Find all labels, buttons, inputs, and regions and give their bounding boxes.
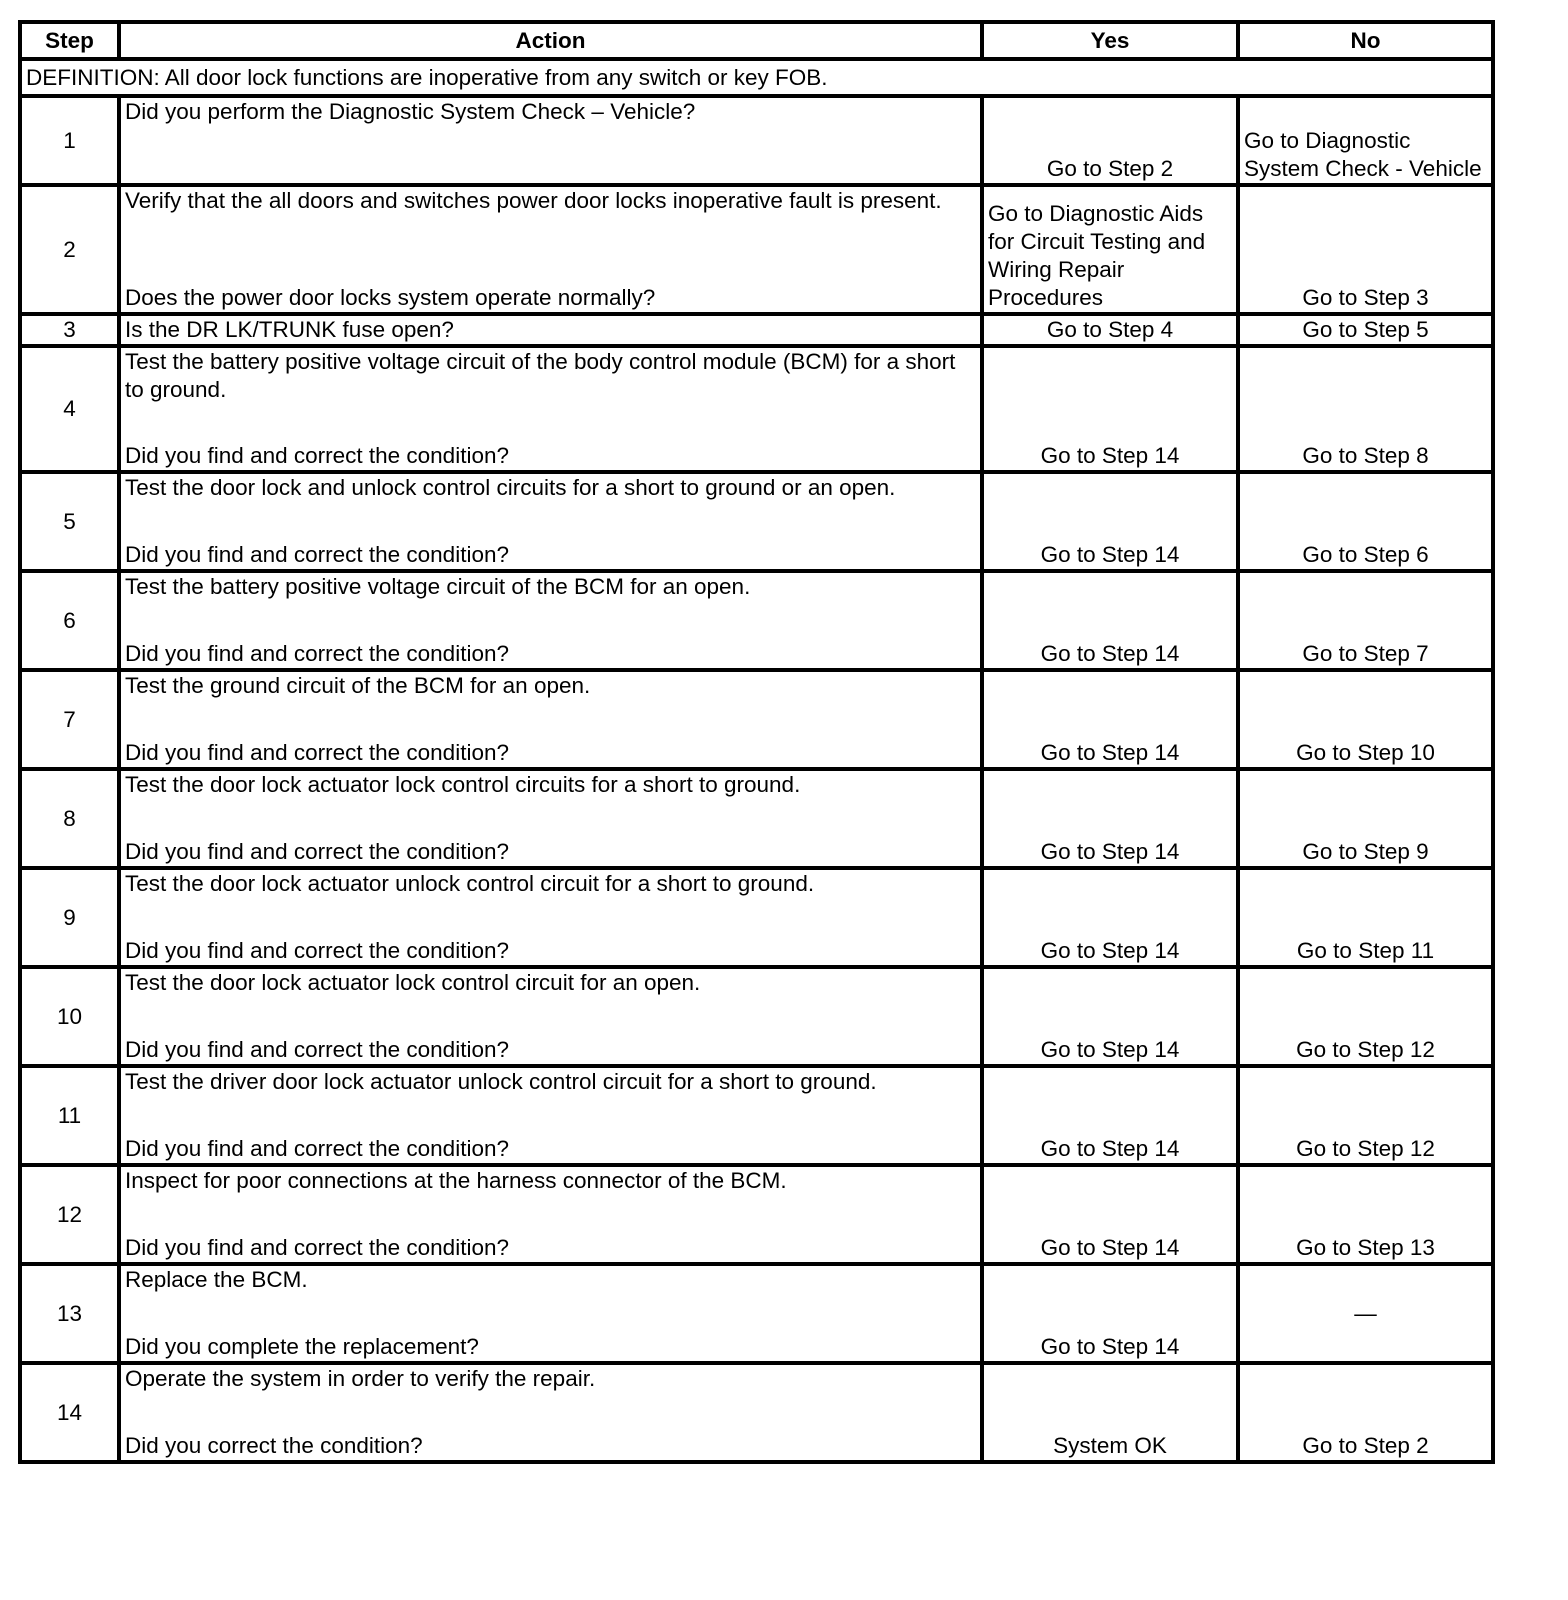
yes-result: Go to Step 14 [982,472,1238,571]
action-cell [119,1066,982,1165]
yes-result: Go to Step 14 [982,1066,1238,1165]
action-cell [119,185,982,314]
action-cell [119,96,982,185]
step-row [20,868,1493,967]
action-question: Did you find and correct the condition? [125,542,509,567]
yes-result: Go to Step 14 [982,346,1238,472]
action-cell [119,967,982,1066]
no-result: Go to Step 12 [1238,1066,1493,1165]
yes-result: Go to Step 2 [982,96,1238,185]
no-result: Go to Step 10 [1238,670,1493,769]
step-number: 2 [20,185,119,314]
step-row [20,571,1493,670]
header-row [20,22,1493,59]
action-text: Test the ground circuit of the BCM for an open. [125,673,591,698]
action-cell [119,769,982,868]
action-text: Operate the system in order to verify the repair. [125,1366,596,1391]
yes-result: Go to Step 14 [982,868,1238,967]
action-question: Did you correct the condition? [125,1433,423,1458]
header-yes: Yes [982,22,1238,59]
yes-result: Go to Step 14 [982,967,1238,1066]
action-text: Test the driver door lock actuator unlock control circuit for a short to ground. [125,1069,877,1094]
action-text: Replace the BCM. [125,1267,308,1292]
action-question: Did you find and correct the condition? [125,1235,509,1260]
no-result: Go to Step 3 [1238,185,1493,314]
no-result: Go to Step 6 [1238,472,1493,571]
step-row [20,967,1493,1066]
action-cell [119,670,982,769]
no-result: Go to Step 9 [1238,769,1493,868]
yes-result: System OK [982,1363,1238,1462]
no-result: Go to Step 13 [1238,1165,1493,1264]
step-row [20,769,1493,868]
action-text: Test the battery positive voltage circuit of the BCM for an open. [125,574,751,599]
step-number: 13 [20,1264,119,1363]
yes-result: Go to Step 14 [982,571,1238,670]
action-text: Verify that the all doors and switches power door locks inoperative fault is present. [125,188,942,213]
action-cell [119,1264,982,1363]
no-result: Go to Step 7 [1238,571,1493,670]
action-question: Did you find and correct the condition? [125,641,509,666]
step-row [20,472,1493,571]
yes-result: Go to Step 4 [982,314,1238,346]
action-cell [119,1165,982,1264]
action-text: Inspect for poor connections at the harness connector of the BCM. [125,1168,787,1193]
step-row [20,96,1493,185]
step-row [20,1165,1493,1264]
no-result: Go to Diagnostic System Check - Vehicle [1238,96,1493,185]
action-text: Test the door lock actuator unlock control circuit for a short to ground. [125,871,815,896]
action-cell [119,346,982,472]
step-row [20,314,1493,346]
diagnostic-table [18,20,1495,1464]
definition-text: DEFINITION: All door lock functions are inoperative from any switch or key FOB. [20,59,1493,96]
action-text: Test the door lock and unlock control circuits for a short to ground or an open. [125,475,896,500]
yes-result: Go to Step 14 [982,769,1238,868]
no-result: Go to Step 11 [1238,868,1493,967]
step-number: 5 [20,472,119,571]
yes-result: Go to Diagnostic Aids for Circuit Testing and Wiring Repair Procedures [982,185,1238,314]
step-row [20,670,1493,769]
no-result: Go to Step 5 [1238,314,1493,346]
step-row [20,1066,1493,1165]
action-question: Did you find and correct the condition? [125,740,509,765]
action-cell [119,472,982,571]
step-number: 9 [20,868,119,967]
no-result: — [1238,1264,1493,1363]
action-question: Did you find and correct the condition? [125,839,509,864]
step-number: 4 [20,346,119,472]
yes-result: Go to Step 14 [982,1264,1238,1363]
step-row [20,346,1493,472]
step-number: 12 [20,1165,119,1264]
action-question: Did you find and correct the condition? [125,938,509,963]
no-result: Go to Step 2 [1238,1363,1493,1462]
yes-result: Go to Step 14 [982,670,1238,769]
action-cell [119,571,982,670]
action-text: Did you perform the Diagnostic System Check – Vehicle? [125,99,696,124]
step-number: 10 [20,967,119,1066]
step-row [20,1363,1493,1462]
yes-result: Go to Step 14 [982,1165,1238,1264]
no-result: Go to Step 8 [1238,346,1493,472]
action-text: Test the door lock actuator lock control circuit for an open. [125,970,701,995]
action-question: Did you find and correct the condition? [125,1136,509,1161]
step-number: 11 [20,1066,119,1165]
action-text: Test the battery positive voltage circuit of the body control module (BCM) for a short to ground. [125,349,956,402]
no-result: Go to Step 12 [1238,967,1493,1066]
header-action: Action [119,22,982,59]
step-number: 6 [20,571,119,670]
action-cell [119,1363,982,1462]
step-number: 14 [20,1363,119,1462]
action-question: Did you find and correct the condition? [125,443,509,468]
step-number: 1 [20,96,119,185]
definition-row [20,59,1493,96]
step-number: 7 [20,670,119,769]
action-cell [119,868,982,967]
action-cell [119,314,982,346]
step-row [20,1264,1493,1363]
action-text: Is the DR LK/TRUNK fuse open? [125,317,454,342]
action-question: Did you complete the replacement? [125,1334,479,1359]
action-question: Does the power door locks system operate normally? [125,285,656,310]
step-number: 3 [20,314,119,346]
header-step: Step [20,22,119,59]
step-row [20,185,1493,314]
step-number: 8 [20,769,119,868]
action-question: Did you find and correct the condition? [125,1037,509,1062]
header-no: No [1238,22,1493,59]
action-text: Test the door lock actuator lock control circuits for a short to ground. [125,772,801,797]
